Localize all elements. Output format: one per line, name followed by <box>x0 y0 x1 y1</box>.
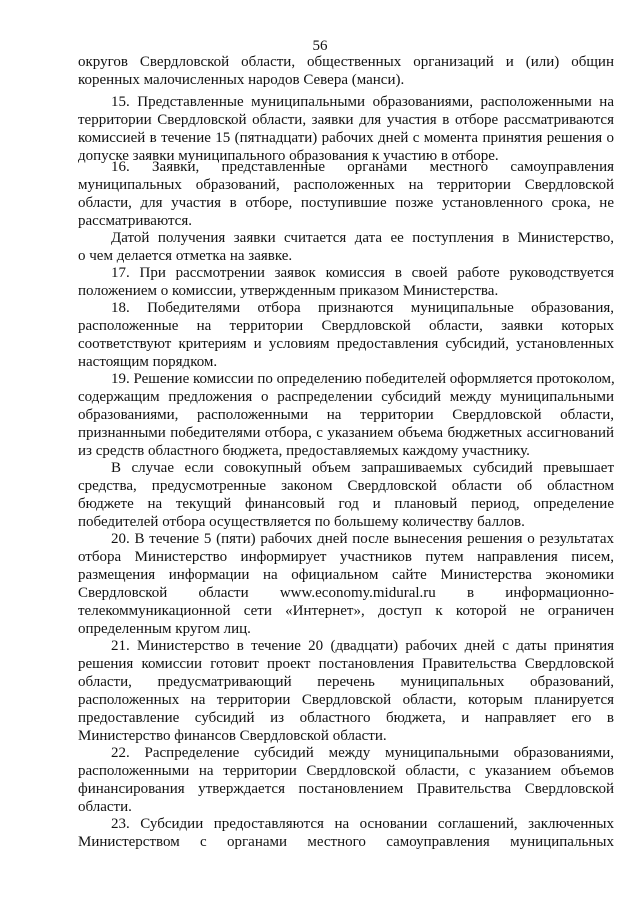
text-line: 20. В течение 5 (пяти) рабочих дней после вынесения решения о результатах <box>111 531 614 547</box>
text-line: содержащим предложения о распределении субсидий между муниципальными <box>78 389 614 405</box>
text-line: финансирования утверждается постановлением Правительства Свердловской <box>78 781 614 797</box>
text-line: области. <box>78 799 132 815</box>
text-line: средства, предусмотренные законом Свердловской области об областном <box>78 478 614 494</box>
text-line: территории Свердловской области, заявки для участия в отборе рассматриваются <box>78 112 614 128</box>
text-line: образованиями, расположенными на территории Свердловской области, <box>78 407 614 423</box>
text-line: признанными победителями отбора, с указанием объема бюджетных ассигнований <box>78 425 614 441</box>
text-line: настоящим порядком. <box>78 354 218 370</box>
text-line: округов Свердловской области, общественных организаций и (или) общин <box>78 54 614 70</box>
text-line: Министерством с органами местного самоуправления муниципальных <box>78 834 614 850</box>
text-line: 18. Победителями отбора признаются муниципальные образования, <box>111 300 614 316</box>
text-line: победителей отбора осуществляется по большему количеству баллов. <box>78 514 525 530</box>
text-line: из средств областного бюджета, предоставляемых каждому участнику. <box>78 443 530 459</box>
text-line: 16. Заявки, представленные органами местного самоуправления <box>111 159 614 175</box>
text-line: размещения информации на официальном сайте Министерства экономики <box>78 567 614 583</box>
text-line: допуске заявки муниципального образования к участию в отборе. <box>78 148 499 164</box>
text-line: определенным кругом лиц. <box>78 621 251 637</box>
text-line: 19. Решение комиссии по определению победителей оформляется протоколом, <box>111 371 615 387</box>
text-line: о чем делается отметка на заявке. <box>78 248 293 264</box>
text-line: коренных малочисленных народов Севера (манси). <box>78 72 405 88</box>
text-line: 17. При рассмотрении заявок комиссия в своей работе руководствуется <box>111 265 614 281</box>
text-line: расположенными на территории Свердловской области, с указанием объемов <box>78 763 614 779</box>
text-line: Министерство финансов Свердловской области. <box>78 728 387 744</box>
text-line: отбора Министерство информирует участников путем направления писем, <box>78 549 614 565</box>
text-line: расположенные на территории Свердловской области, заявки которых <box>78 318 614 334</box>
text-line: предоставление субсидий из областного бюджета, и направляет его в <box>78 710 614 726</box>
page-number: 56 <box>312 38 328 54</box>
text-line: муниципальных образований, расположенных на территории Свердловской <box>78 177 614 193</box>
text-line: соответствуют критериям и условиям предоставления субсидий, установленных <box>78 336 614 352</box>
text-line: комиссией в течение 15 (пятнадцати) рабочих дней с момента принятия решения о <box>78 130 614 146</box>
text-line: расположенных на территории Свердловской области, которым планируется <box>78 692 614 708</box>
text-line: Датой получения заявки считается дата ее поступления в Министерство, <box>111 230 614 246</box>
text-line: области, предусматривающий перечень муниципальных образований, <box>78 674 614 690</box>
text-line: положением о комиссии, утвержденным приказом Министерства. <box>78 283 499 299</box>
text-line: телекоммуникационной сети «Интернет», доступ к которой не ограничен <box>78 603 614 619</box>
text-line: 15. Представленные муниципальными образованиями, расположенными на <box>111 94 614 110</box>
text-line: 22. Распределение субсидий между муниципальными образованиями, <box>111 745 614 761</box>
text-line: бюджете на текущий финансовый год и плановый период, определение <box>78 496 614 512</box>
text-line: рассматриваются. <box>78 213 192 229</box>
text-line: Свердловской области www.economy.midural.ru в информационно- <box>78 585 614 601</box>
text-line: области, для участия в отборе, поступившие позже установленного срока, не <box>78 195 614 211</box>
text-line: 23. Субсидии предоставляются на основании соглашений, заключенных <box>111 816 614 832</box>
text-line: решения комиссии готовит проект постановления Правительства Свердловской <box>78 656 614 672</box>
text-line: В случае если совокупный объем запрашиваемых субсидий превышает <box>111 460 614 476</box>
text-line: 21. Министерство в течение 20 (двадцати) рабочих дней с даты принятия <box>111 638 614 654</box>
